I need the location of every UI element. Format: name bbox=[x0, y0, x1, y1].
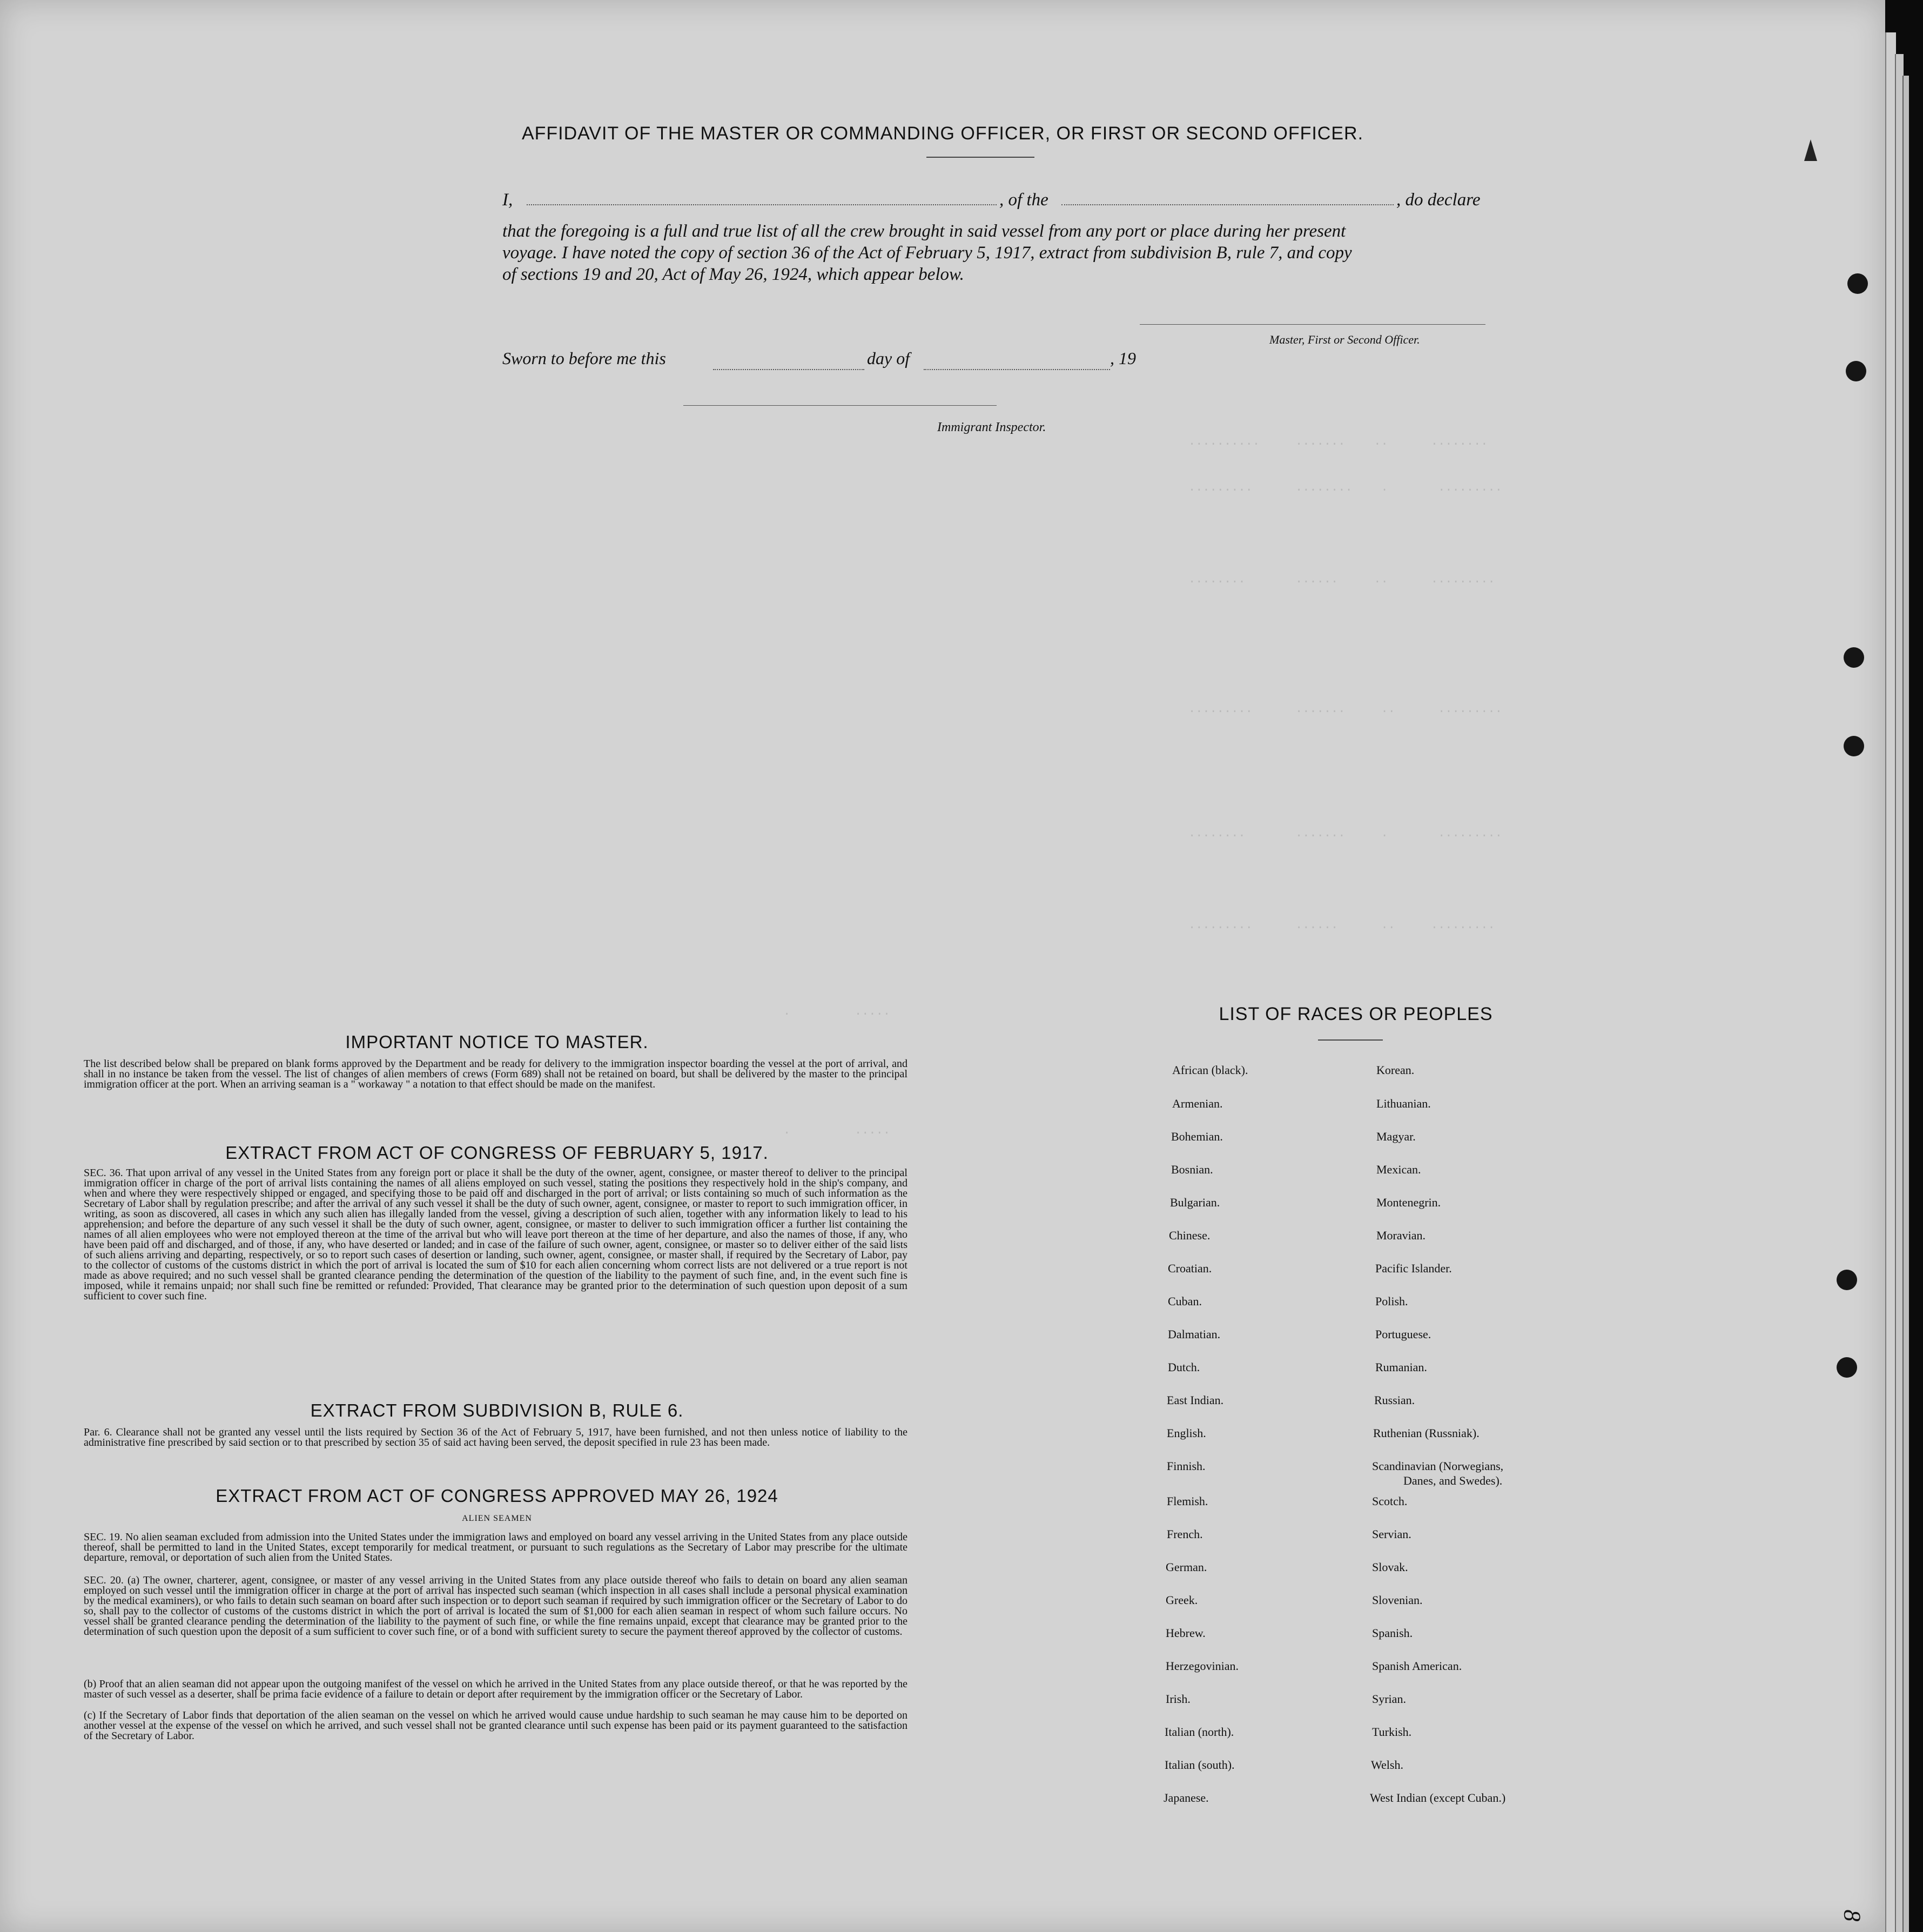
race-item: Russian. bbox=[1374, 1393, 1415, 1407]
race-item: Mexican. bbox=[1376, 1163, 1421, 1176]
race-item: Ruthenian (Russniak). bbox=[1373, 1426, 1480, 1440]
declaration-line-2: that the foregoing is a full and true list of all the crew brought in said vessel from any port or place during her present bbox=[502, 222, 1346, 241]
master-signature-label: Master, First or Second Officer. bbox=[1269, 333, 1420, 346]
race-item: Scotch. bbox=[1372, 1494, 1408, 1508]
race-item: Bosnian. bbox=[1171, 1163, 1213, 1176]
margin-arrow-mark bbox=[1804, 139, 1817, 161]
race-item: Spanish. bbox=[1372, 1626, 1413, 1640]
race-item: English. bbox=[1167, 1426, 1206, 1440]
race-item: Spanish American. bbox=[1372, 1659, 1462, 1673]
of-the-label: , of the bbox=[999, 190, 1048, 210]
punch-hole bbox=[1837, 1270, 1857, 1290]
punch-hole bbox=[1847, 273, 1868, 294]
year-label: , 19 bbox=[1110, 348, 1136, 368]
page-edge bbox=[1885, 32, 1896, 1932]
extract-1917-title: EXTRACT FROM ACT OF CONGRESS OF FEBRUARY 5, 1917. bbox=[225, 1143, 769, 1163]
punch-hole bbox=[1844, 647, 1864, 668]
extract-1924-title: EXTRACT FROM ACT OF CONGRESS APPROVED MAY 26, 1924 bbox=[216, 1486, 778, 1506]
notice-text: The list described below shall be prepared on blank forms approved by the Department and be ready for delivery to the immigration inspector boarding the vessel at the port of arrival, and shall in no instance be taken from the vessel. The list of changes of alien members of crews (Form 689) shall not be retained on board, but shall be delivered by the master to the principal immigration officer at the port. When an arriving seaman is a " workaway " a notation to that effect should be made on the manifest. bbox=[84, 1058, 907, 1090]
sworn-label: Sworn to before me this bbox=[502, 348, 666, 368]
race-item: Bulgarian. bbox=[1170, 1196, 1220, 1209]
race-item: Montenegrin. bbox=[1376, 1196, 1441, 1209]
i-label: I, bbox=[502, 190, 513, 210]
page-edge bbox=[1902, 76, 1909, 1932]
race-item: West Indian (except Cuban.) bbox=[1370, 1791, 1506, 1804]
race-item: Portuguese. bbox=[1375, 1327, 1431, 1341]
race-item: Italian (north). bbox=[1165, 1725, 1234, 1739]
sec-20b-text: (b) Proof that an alien seaman did not appear upon the outgoing manifest of the vessel on which he arrived in the United States from any place outside thereof, or that he was reported by the master of such vessel as a deserter, shall be prima facie evidence of a failure to detain or deport after requirement by the immigration officer or the Secretary of Labor. bbox=[84, 1678, 907, 1700]
race-item: Irish. bbox=[1166, 1692, 1191, 1706]
race-item: German. bbox=[1166, 1560, 1207, 1574]
punch-hole bbox=[1844, 736, 1864, 756]
sworn-month-blank[interactable] bbox=[924, 369, 1110, 370]
punch-hole bbox=[1837, 1357, 1857, 1378]
race-item: Finnish. bbox=[1167, 1459, 1206, 1473]
race-item: Cuban. bbox=[1168, 1294, 1202, 1308]
race-item: Japanese. bbox=[1164, 1791, 1209, 1804]
do-declare-label: , do declare bbox=[1396, 190, 1481, 210]
alien-seamen-subtitle: ALIEN SEAMEN bbox=[462, 1514, 532, 1523]
vessel-name-blank[interactable] bbox=[1061, 204, 1394, 205]
race-item: Lithuanian. bbox=[1376, 1097, 1431, 1110]
race-item: Hebrew. bbox=[1166, 1626, 1206, 1640]
race-item: Magyar. bbox=[1376, 1130, 1416, 1143]
title-divider bbox=[926, 157, 1034, 158]
races-divider bbox=[1318, 1039, 1383, 1041]
race-item: Polish. bbox=[1375, 1294, 1408, 1308]
page-corner-mark: 8 bbox=[1839, 1909, 1866, 1922]
race-item: Croatian. bbox=[1168, 1262, 1212, 1275]
race-item: Syrian. bbox=[1372, 1692, 1406, 1706]
race-item: Herzegovinian. bbox=[1166, 1659, 1239, 1673]
race-item: Slovak. bbox=[1372, 1560, 1408, 1574]
race-item: Flemish. bbox=[1167, 1494, 1208, 1508]
race-item: Danes, and Swedes). bbox=[1403, 1474, 1503, 1487]
name-blank[interactable] bbox=[527, 204, 997, 205]
race-item: Servian. bbox=[1372, 1527, 1411, 1541]
sworn-day-blank[interactable] bbox=[713, 369, 864, 370]
race-item: Moravian. bbox=[1376, 1229, 1426, 1242]
sec-19-text: SEC. 19. No alien seaman excluded from admission into the United States under the immigration laws and employed on board any vessel arriving in the United States from any place outside thereof, shall be permitted to land in the United States, except temporarily for medical treatment, or pursuant to such regulations as the Secretary of Labor may prescribe for the ultimate departure, removal, or deportation of such alien from the United States. bbox=[84, 1531, 907, 1564]
inspector-label: Immigrant Inspector. bbox=[937, 420, 1046, 434]
subdivision-title: EXTRACT FROM SUBDIVISION B, RULE 6. bbox=[310, 1400, 684, 1420]
affidavit-title: AFFIDAVIT OF THE MASTER OR COMMANDING OFFICER, OR FIRST OR SECOND OFFICER. bbox=[521, 123, 1364, 144]
race-item: Bohemian. bbox=[1171, 1130, 1223, 1143]
races-title: LIST OF RACES OR PEOPLES bbox=[1219, 1004, 1493, 1024]
race-item: Scandinavian (Norwegians, bbox=[1372, 1459, 1504, 1473]
day-of-label: day of bbox=[867, 348, 910, 368]
race-item: Pacific Islander. bbox=[1375, 1262, 1452, 1275]
race-item: East Indian. bbox=[1167, 1393, 1224, 1407]
race-item: Slovenian. bbox=[1372, 1593, 1423, 1607]
race-item: Chinese. bbox=[1169, 1229, 1211, 1242]
race-item: Armenian. bbox=[1172, 1097, 1223, 1110]
race-item: Korean. bbox=[1376, 1063, 1415, 1077]
extract-1917-text: SEC. 36. That upon arrival of any vessel in the United States from any foreign port or place it shall be the duty of the owner, agent, consignee, or master thereof to deliver to the principal immigration officer in charge of the port of arrival lists containing the names of all aliens employed on such vessel, stating the positions they respectively hold in the ship's company, and when and where they were respectively shipped or engaged, and specifying those to be paid off and discharged in the port of arrival; or lists containing so much of such information as the Secretary of Labor shall by regulation prescribe; and after the arrival of any such vessel it shall be the duty of such owner, agent, consignee, or master to report to such immigration officer, in writing, as soon as discovered, all cases in which any such alien has illegally landed from the vessel, giving a description of such alien, together with any information likely to lead to his apprehension; and before the departure of any such vessel it shall be the duty of such owner, agent, consignee, or master to deliver to such immigration officer a further list containing the names of all alien employees who were not employed thereon at the time of the arrival but who will leave port thereon at the time of her departure, and also the names of those, if any, who have been paid off and discharged, and of those, if any, who have deserted or landed; and in case of the failure of such owner, agent, consignee, or master so to deliver either of the said lists of such aliens arriving and departing, respectively, or so to report such cases of desertion or landing, such owner, agent, consignee, or master shall, if required by the Secretary of Labor, pay to the collector of customs of the customs district in which the port of arrival is located the sum of $10 for each alien concerning whom correct lists are not delivered or a true report is not made as above required; and no such vessel shall be granted clearance pending the determination of the question of the liability to the payment of such fine, and, in the event such fine is imposed, while it remains unpaid; nor shall such fine be remitted or refunded: Provided, That clearance may be granted prior to the determination of such question upon deposit of a sum sufficient to cover such fine. bbox=[84, 1167, 907, 1302]
race-item: Turkish. bbox=[1372, 1725, 1412, 1739]
race-item: French. bbox=[1167, 1527, 1203, 1541]
race-item: Dutch. bbox=[1168, 1360, 1200, 1374]
notice-title: IMPORTANT NOTICE TO MASTER. bbox=[345, 1032, 649, 1052]
race-item: Welsh. bbox=[1371, 1758, 1403, 1772]
race-item: Italian (south). bbox=[1165, 1758, 1235, 1772]
master-signature-line[interactable] bbox=[1140, 324, 1485, 325]
sec-20a-text: SEC. 20. (a) The owner, charterer, agent, consignee, or master of any vessel arriving in the United States from any place outside thereof who fails to detain on board any alien seaman employed on such vessel until the immigration officer in charge at the port of arrival has inspected such seaman (which inspection in all cases shall include a personal physical examination by the medical examiners), or who fails to detain such seaman on board after such inspection or to deport such seaman if required by such immigration officer or the Secretary of Labor to do so, shall pay to the collector of customs of the customs district in which the port of arrival is located the sum of $1,000 for each alien seaman in respect of whom such failure occurs. No vessel shall be granted clearance pending the determination of the liability to the payment of such fine, or while the fine remains unpaid, except that clearance may be granted prior to the determination of such question upon the deposit of a sum sufficient to cover such fine, or of a bond with sufficient surety to secure the payment thereof approved by the collector of customs. bbox=[84, 1574, 907, 1638]
declaration-line-3: voyage. I have noted the copy of section 36 of the Act of February 5, 1917, extract from subdivision B, rule 7, and copy bbox=[502, 243, 1352, 263]
race-item: Dalmatian. bbox=[1168, 1327, 1221, 1341]
sec-20c-text: (c) If the Secretary of Labor finds that deportation of the alien seaman on the vessel on which he arrived would cause undue hardship to such seaman he may cause him to be deported on another vessel at the expense of the vessel on which he arrived, and such vessel shall not be granted clearance until such expense has been paid or its payment guaranteed to the satisfaction of the Secretary of Labor. bbox=[84, 1709, 907, 1742]
punch-hole bbox=[1846, 361, 1866, 381]
subdivision-text: Par. 6. Clearance shall not be granted any vessel until the lists required by Section 36 of the Act of February 5, 1917, have been furnished, and not then unless notice of liability to the administrative fine prescribed by said section or to that prescribed by section 35 of said act having been served, the deposit specified in rule 23 has been made. bbox=[84, 1426, 907, 1448]
declaration-line-4: of sections 19 and 20, Act of May 26, 1924, which appear below. bbox=[502, 265, 964, 284]
race-item: Rumanian. bbox=[1375, 1360, 1427, 1374]
race-item: African (black). bbox=[1172, 1063, 1248, 1077]
inspector-signature-line[interactable] bbox=[683, 405, 997, 406]
race-item: Greek. bbox=[1166, 1593, 1198, 1607]
